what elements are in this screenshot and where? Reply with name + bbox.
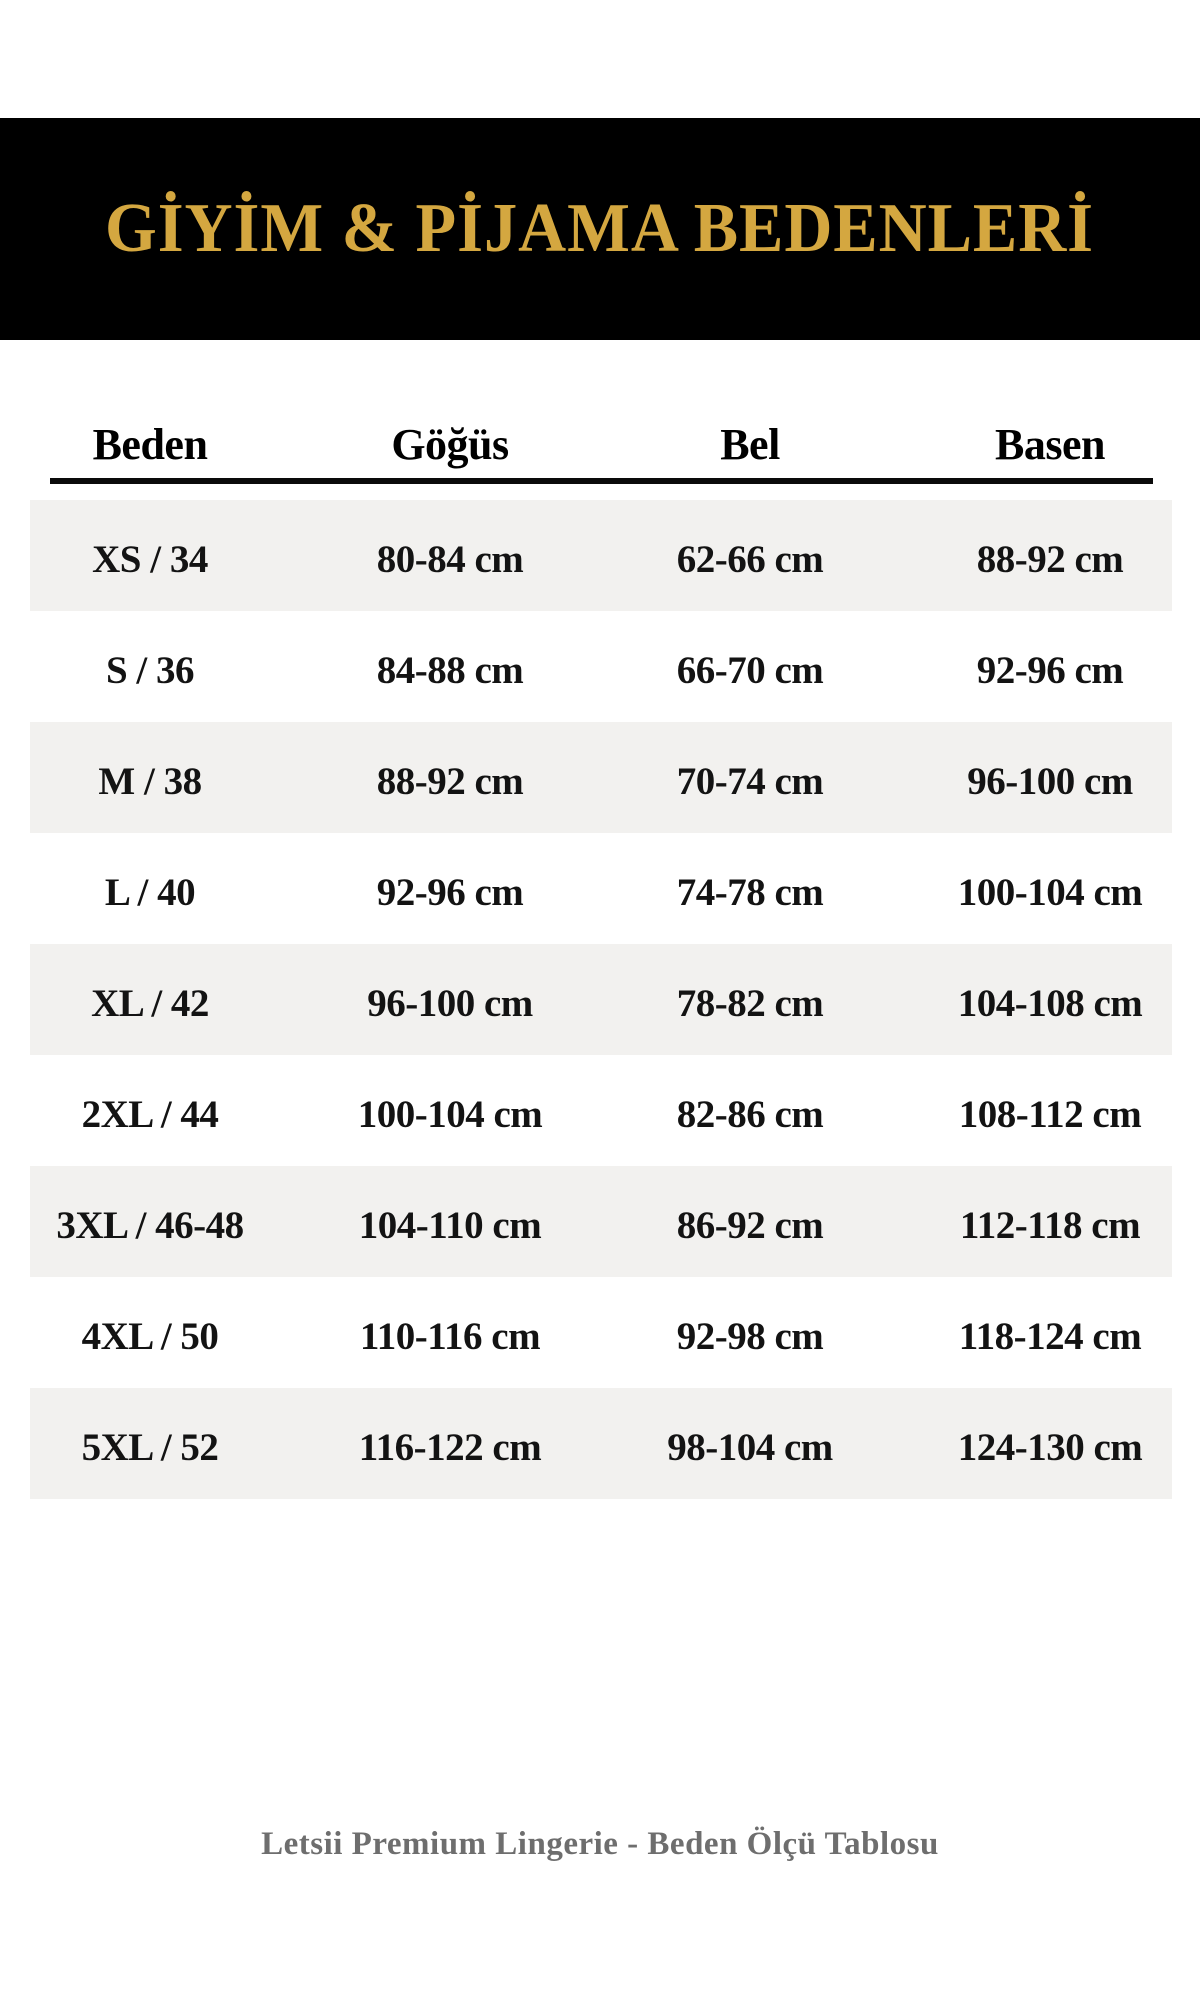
column-header-beden: Beden: [92, 420, 208, 469]
cell-waist: 86-92 cm: [676, 1204, 824, 1247]
footer-caption: Letsii Premium Lingerie - Beden Ölçü Tablosu: [261, 1826, 939, 1862]
column-header-gogus: Göğüs: [391, 420, 509, 469]
cell-hip: 112-118 cm: [959, 1204, 1141, 1247]
cell-hip: 100-104 cm: [957, 871, 1143, 914]
page-title: GİYİM & PİJAMA BEDENLERİ: [105, 190, 1095, 267]
cell-waist: 62-66 cm: [676, 538, 824, 581]
cell-size: L / 40: [104, 871, 196, 914]
table-header-row: [0, 420, 1200, 470]
size-table-body: [0, 500, 1200, 1499]
cell-hip: 108-112 cm: [958, 1093, 1142, 1136]
cell-chest: 84-88 cm: [376, 649, 524, 692]
table-row: [0, 1277, 1200, 1388]
cell-hip: 118-124 cm: [958, 1315, 1142, 1358]
cell-waist: 78-82 cm: [676, 982, 824, 1025]
table-row: [0, 1166, 1200, 1277]
cell-chest: 104-110 cm: [358, 1204, 542, 1247]
cell-waist: 98-104 cm: [667, 1426, 833, 1469]
column-header-basen: Basen: [995, 420, 1105, 469]
cell-waist: 74-78 cm: [676, 871, 824, 914]
title-banner: [0, 118, 1200, 340]
cell-waist: 70-74 cm: [676, 760, 824, 803]
cell-chest: 80-84 cm: [376, 538, 524, 581]
cell-hip: 104-108 cm: [957, 982, 1143, 1025]
table-row: [0, 1388, 1200, 1499]
cell-hip: 88-92 cm: [976, 538, 1124, 581]
cell-hip: 92-96 cm: [976, 649, 1124, 692]
table-row: [0, 1055, 1200, 1166]
table-row: [0, 500, 1200, 611]
table-row: [0, 722, 1200, 833]
cell-waist: 82-86 cm: [676, 1093, 824, 1136]
cell-chest: 96-100 cm: [367, 982, 533, 1025]
table-row: [0, 944, 1200, 1055]
cell-hip: 124-130 cm: [957, 1426, 1143, 1469]
cell-waist: 92-98 cm: [676, 1315, 824, 1358]
cell-size: S / 36: [105, 649, 195, 692]
cell-chest: 100-104 cm: [357, 1093, 543, 1136]
table-row: [0, 833, 1200, 944]
cell-size: 4XL / 50: [81, 1315, 219, 1358]
cell-size: XL / 42: [91, 982, 209, 1025]
header-divider: [50, 478, 1153, 484]
table-row: [0, 611, 1200, 722]
cell-hip: 96-100 cm: [967, 760, 1133, 803]
cell-size: M / 38: [98, 760, 202, 803]
cell-size: 3XL / 46-48: [56, 1204, 244, 1247]
cell-size: 2XL / 44: [81, 1093, 219, 1136]
cell-chest: 110-116 cm: [359, 1315, 541, 1358]
cell-size: XS / 34: [92, 538, 208, 581]
cell-waist: 66-70 cm: [676, 649, 824, 692]
cell-chest: 92-96 cm: [376, 871, 524, 914]
cell-chest: 116-122 cm: [358, 1426, 542, 1469]
cell-size: 5XL / 52: [81, 1426, 219, 1469]
cell-chest: 88-92 cm: [376, 760, 524, 803]
column-header-bel: Bel: [720, 420, 780, 469]
